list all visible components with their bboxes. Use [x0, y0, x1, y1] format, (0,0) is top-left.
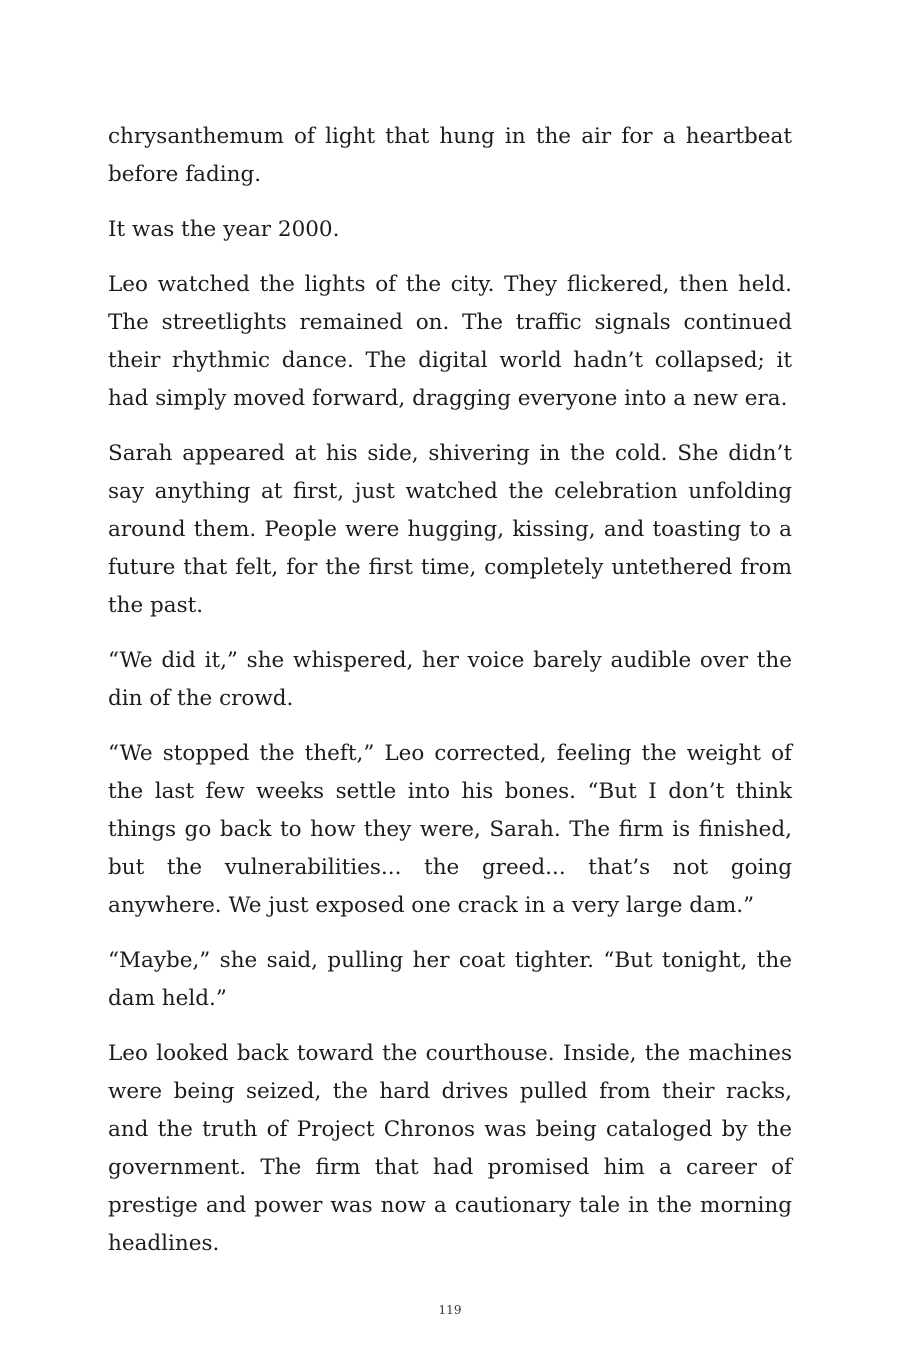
page-number: 119 — [438, 1303, 462, 1317]
paragraph-3: Leo watched the lights of the city. They flickered, then held. The streetlights remained on. The traffic signals continued their rhythmic dance. The digital world hadn’t collapsed; it had simply moved forward, dragging everyone into a new era. — [108, 272, 792, 411]
paragraph-6: “We stopped the theft,” Leo corrected, feeling the weight of the last few weeks settle into his bones. “But I don’t think things go back to how they were, Sarah. The firm is finished, but the vulnerabilities... the greed... that’s not going anywhere. We just exposed one crack in a very large dam.” — [108, 741, 792, 918]
paragraph-4: Sarah appeared at his side, shivering in the cold. She didn’t say anything at first, just watched the celebration unfolding around them. People were hugging, kissing, and toasting to a future that felt, for the first time, completely untethered from the past. — [108, 441, 792, 618]
paragraph-5: “We did it,” she whispered, her voice barely audible over the din of the crowd. — [108, 648, 792, 711]
paragraph-1: chrysanthemum of light that hung in the air for a heartbeat before fading. — [108, 124, 792, 187]
page-body — [108, 118, 792, 1280]
paragraph-8: Leo looked back toward the courthouse. Inside, the machines were being seized, the hard drives pulled from their racks, and the truth of Project Chronos was being cataloged by the government. The firm that had promised him a career of prestige and power was now a cautionary tale in the morning headlines. — [108, 1041, 792, 1256]
paragraph-7: “Maybe,” she said, pulling her coat tighter. “But tonight, the dam held.” — [108, 948, 792, 1011]
paragraph-2: It was the year 2000. — [108, 217, 340, 242]
